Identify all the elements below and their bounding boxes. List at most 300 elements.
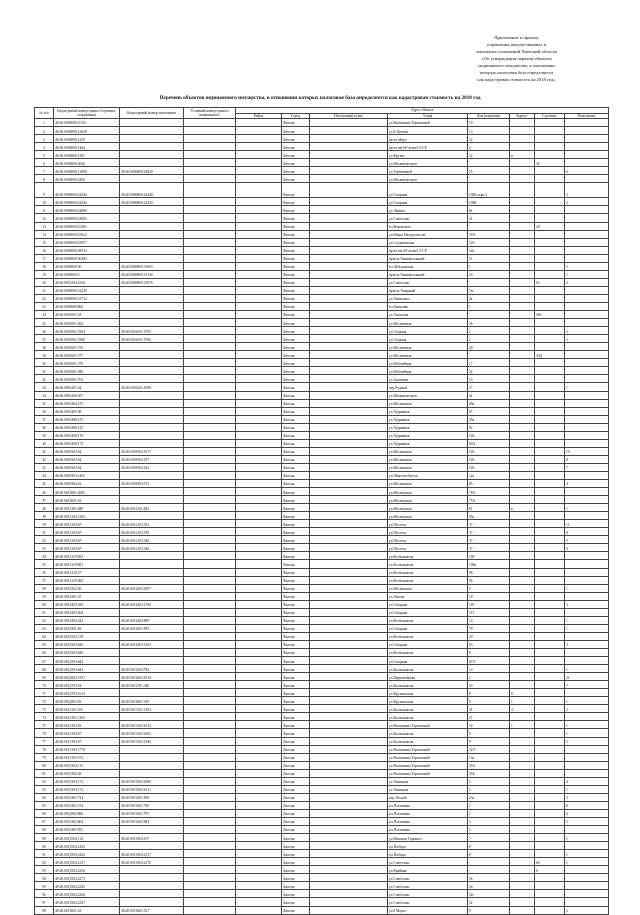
cell-city: Липецк (282, 375, 310, 383)
cell-locality (310, 560, 388, 568)
cell-conditional (184, 753, 236, 761)
cell-building (535, 447, 565, 455)
cell-num: 32 (35, 375, 54, 383)
cell-street: ул.Гагарина (388, 657, 468, 665)
cell-room: 1 (565, 721, 609, 729)
cell-premises-cn: 48:20:0013504:2176 (120, 858, 184, 866)
cell-house: 79 (468, 624, 510, 632)
cell-premises-cn: 48:20:0013504:2117 (120, 850, 184, 858)
appendix-line: как кадастровая стоимость на 2018 год» (477, 77, 556, 82)
cell-locality (310, 496, 388, 504)
cell-building (535, 238, 565, 246)
cell-premises-cn: 48:20:0013103:1380 (120, 737, 184, 745)
cell-num: 85 (35, 801, 54, 809)
cell-korpus (510, 399, 535, 407)
cell-district (236, 302, 282, 310)
cell-conditional (184, 681, 236, 689)
cell-locality (310, 729, 388, 737)
cell-num: 58 (35, 584, 54, 592)
cell-building (535, 302, 565, 310)
cell-building-cn: 48:20:0001001:262 (54, 319, 120, 327)
cell-num: 55 (35, 560, 54, 568)
table-row (35, 351, 609, 359)
cell-premises-cn: 48:20:0000000:24448 (120, 183, 184, 198)
cell-district (236, 705, 282, 713)
cell-district (236, 616, 282, 624)
cell-district (236, 608, 282, 616)
cell-num: 9 (35, 183, 54, 198)
cell-room: 1 (565, 785, 609, 793)
cell-premises-cn (120, 882, 184, 890)
cell-premises-cn: 48:20:0012701:346 (120, 681, 184, 689)
table-row (35, 544, 609, 552)
cell-num: 33 (35, 383, 54, 391)
cell-city: Липецк (282, 850, 310, 858)
cell-building-cn: 48:20:0012103:67 (54, 528, 120, 536)
cell-conditional (184, 858, 236, 866)
cell-building-cn: 48:20:0013401:152 (54, 801, 120, 809)
cell-conditional (184, 480, 236, 488)
cell-num: 3 (35, 135, 54, 143)
table-row (35, 447, 609, 455)
cell-korpus (510, 826, 535, 834)
cell-conditional (184, 351, 236, 359)
cell-building (535, 520, 565, 528)
cell-city: Липецк (282, 198, 310, 206)
cell-city: Липецк (282, 319, 310, 327)
cell-district (236, 640, 282, 648)
cell-building (535, 286, 565, 294)
cell-korpus (510, 681, 535, 689)
cell-district (236, 447, 282, 455)
cell-street: ул.Московская (388, 455, 468, 463)
cell-street: проезд Товарный (388, 286, 468, 294)
cell-building-cn: 48:20:0012119:881 (54, 560, 120, 568)
cell-building-cn: 48:20:0000000:25622 (54, 230, 120, 238)
cell-house: 97 (468, 407, 510, 415)
cell-house: 106в (468, 560, 510, 568)
cell-room (565, 254, 609, 262)
cell-num: 10 (35, 198, 54, 206)
cell-district (236, 777, 282, 785)
cell-city: Липецк (282, 238, 310, 246)
cell-district (236, 882, 282, 890)
cell-locality (310, 681, 388, 689)
cell-korpus (510, 632, 535, 640)
cell-building-cn: 48:20:0012403:356 (54, 600, 120, 608)
cell-korpus (510, 785, 535, 793)
cell-korpus: в (510, 151, 535, 159)
cell-building (535, 689, 565, 697)
cell-conditional (184, 135, 236, 143)
cell-room: 5 (565, 737, 609, 745)
cell-building-cn: 48:20:0000000:24446 (54, 198, 120, 206)
cell-room (565, 230, 609, 238)
cell-city: Липецк (282, 439, 310, 447)
cell-street: ул.Космонавтов (388, 665, 468, 673)
cell-korpus (510, 753, 535, 761)
cell-conditional (184, 254, 236, 262)
cell-district (236, 423, 282, 431)
cell-num: 86 (35, 809, 54, 817)
cell-building (535, 576, 565, 584)
cell-room: 2 (565, 640, 609, 648)
cell-korpus (510, 713, 535, 721)
cell-room: 8 (565, 801, 609, 809)
table-row (35, 343, 609, 351)
cell-building-cn: 48:20:0001206:657 (54, 391, 120, 399)
cell-korpus: 4 (510, 705, 535, 713)
cell-city: Липецк (282, 159, 310, 167)
cell-room (565, 135, 609, 143)
cell-building (535, 745, 565, 753)
cell-room: 1 (565, 270, 609, 278)
cell-building (535, 705, 565, 713)
cell-house: 1 (468, 801, 510, 809)
cell-district (236, 270, 282, 278)
cell-building-cn: 48:20:0000000:24446 (54, 183, 120, 198)
cell-building-cn: 48:20:0012801:81 (54, 697, 120, 705)
table-row (35, 262, 609, 270)
cell-conditional (184, 496, 236, 504)
cell-korpus (510, 665, 535, 673)
cell-street: ул.Шкатова/Зегеля (388, 471, 468, 479)
cell-room: 4 (565, 777, 609, 785)
cell-num: 79 (35, 753, 54, 761)
cell-street: ул.Космонавтов (388, 616, 468, 624)
cell-conditional (184, 520, 236, 528)
cell-building: 30Д (535, 351, 565, 359)
cell-room: 8 (565, 528, 609, 536)
cell-district (236, 222, 282, 230)
cell-building (535, 777, 565, 785)
cell-building (535, 480, 565, 488)
cell-building (535, 673, 565, 681)
cell-building-cn: 48:20:0012703:1615 (54, 689, 120, 697)
cell-city: Липецк (282, 640, 310, 648)
cell-premises-cn: 48:20:0000000:24450 (120, 198, 184, 206)
cell-building-cn: 48:20:0013103:63 (54, 721, 120, 729)
table-row (35, 270, 609, 278)
cell-city: Липецк (282, 471, 310, 479)
cell-premises-cn (120, 568, 184, 576)
table-row (35, 826, 609, 834)
cell-korpus (510, 906, 535, 914)
cell-city: Липецк (282, 143, 310, 151)
cell-building-cn: 48:20:0012102:1262 (54, 512, 120, 520)
cell-street: ул.Валентины Терешковой (388, 753, 468, 761)
cell-building (535, 608, 565, 616)
cell-locality (310, 383, 388, 391)
cell-premises-cn: 48:20:0012202:2097 (120, 584, 184, 592)
table-row (35, 319, 609, 327)
cell-premises-cn (120, 753, 184, 761)
cell-city: Липецк (282, 576, 310, 584)
cell-house: 49а (468, 399, 510, 407)
cell-district (236, 230, 282, 238)
cell-locality (310, 367, 388, 375)
cell-conditional (184, 608, 236, 616)
cell-locality (310, 135, 388, 143)
table-row (35, 222, 609, 230)
cell-city: Липецк (282, 327, 310, 335)
cell-street: ул.Московская (388, 447, 468, 455)
cell-building-cn: 48:20:0012403:364 (54, 608, 120, 616)
cell-house (468, 866, 510, 874)
cell-korpus (510, 254, 535, 262)
cell-building-cn: 48:20:0013303:172 (54, 777, 120, 785)
header-city: Город (282, 113, 310, 119)
cell-house: 52 (468, 367, 510, 375)
table-row (35, 817, 609, 825)
cell-num: 75 (35, 721, 54, 729)
cell-conditional (184, 842, 236, 850)
table-row (35, 866, 609, 874)
table-row (35, 431, 609, 439)
cell-conditional (184, 584, 236, 592)
cell-korpus (510, 640, 535, 648)
cell-premises-cn (120, 496, 184, 504)
cell-korpus (510, 175, 535, 183)
cell-building-cn: 48:20:0001201:34 (54, 383, 120, 391)
cell-locality (310, 311, 388, 319)
cell-house: 14 (468, 665, 510, 673)
cell-conditional (184, 649, 236, 657)
cell-locality (310, 882, 388, 890)
cell-korpus (510, 222, 535, 230)
table-row (35, 488, 609, 496)
cell-street: пл.Плеханова (388, 809, 468, 817)
cell-room (565, 431, 609, 439)
cell-city: Липецк (282, 890, 310, 898)
cell-building (535, 721, 565, 729)
appendix-line: земельных отношений Липецкой области (475, 49, 558, 54)
cell-room: 7 (565, 463, 609, 471)
cell-city: Липецк (282, 496, 310, 504)
cell-building (535, 624, 565, 632)
cell-street: ул.Валентины Терешковой (388, 769, 468, 777)
cell-conditional (184, 729, 236, 737)
cell-district (236, 159, 282, 167)
cell-house: 67/3 (468, 657, 510, 665)
cell-street: ул.Первомайская (388, 673, 468, 681)
cell-room (565, 552, 609, 560)
header-street: Улица (388, 113, 468, 119)
cell-building-cn: 48:20:0012502:219 (54, 632, 120, 640)
cell-city: Липецк (282, 649, 310, 657)
cell-district (236, 584, 282, 592)
cell-street: пр-кт им 60-летия СССР (388, 143, 468, 151)
cell-korpus (510, 592, 535, 600)
cell-city: Липецк (282, 167, 310, 175)
cell-korpus (510, 777, 535, 785)
cell-building-cn: 48:20:0013504:2346 (54, 890, 120, 898)
cell-house: 31 (468, 705, 510, 713)
cell-street: ул.Космонавтов (388, 632, 468, 640)
cell-conditional (184, 576, 236, 584)
cell-house: 90/2 (468, 439, 510, 447)
cell-building-cn: 48:20:0000000:24889 (54, 206, 120, 214)
cell-premises-cn: 48:20:0001001:5705 (120, 327, 184, 335)
table-row (35, 745, 609, 753)
cell-premises-cn: 48:20:0013601:327 (120, 906, 184, 914)
cell-street: пл.Воровского (388, 222, 468, 230)
cell-building (535, 512, 565, 520)
cell-premises-cn: 48:20:0013504:197 (120, 834, 184, 842)
cell-locality (310, 391, 388, 399)
cell-num: 81 (35, 769, 54, 777)
cell-num: 92 (35, 858, 54, 866)
cell-korpus (510, 343, 535, 351)
table-row (35, 600, 609, 608)
cell-street: ул.Московская (388, 504, 468, 512)
cell-premises-cn (120, 302, 184, 310)
cell-conditional (184, 528, 236, 536)
cell-house: 126 (468, 238, 510, 246)
cell-premises-cn: 48:20:0000000:23829 (120, 167, 184, 175)
cell-district (236, 343, 282, 351)
cell-korpus (510, 528, 535, 536)
cell-premises-cn (120, 471, 184, 479)
cell-conditional (184, 600, 236, 608)
cell-conditional (184, 504, 236, 512)
cell-conditional (184, 431, 236, 439)
table-row (35, 584, 609, 592)
cell-district (236, 351, 282, 359)
cell-conditional (184, 214, 236, 222)
cell-building-cn: 48:20:0012404:344 (54, 616, 120, 624)
cell-locality (310, 624, 388, 632)
cell-district (236, 801, 282, 809)
cell-city: Липецк (282, 278, 310, 286)
cell-building-cn: 48:20:0013504:3162 (54, 850, 120, 858)
cell-building-cn: 48:20:0000000:32734 (54, 294, 120, 302)
cell-building-cn: 48:20:0001408:173 (54, 439, 120, 447)
cell-conditional (184, 906, 236, 914)
cell-locality (310, 801, 388, 809)
cell-korpus (510, 383, 535, 391)
cell-conditional (184, 793, 236, 801)
header-premises-cn: Кадастровый номер помещения (120, 108, 184, 119)
cell-premises-cn: 48:20:0000000:31065 (120, 262, 184, 270)
cell-district (236, 415, 282, 423)
cell-building-cn: 48:20:0001001:577 (54, 351, 120, 359)
cell-street: ул.Пестеля (388, 544, 468, 552)
cell-locality (310, 214, 388, 222)
cell-city: Липецк (282, 504, 310, 512)
cell-building-cn: 48:20:0012802:866 (54, 809, 120, 817)
table-row (35, 455, 609, 463)
cell-building-cn: 48:20:0013101:1305 (54, 713, 120, 721)
cell-house: 9 (468, 906, 510, 914)
table-row (35, 834, 609, 842)
cell-locality (310, 793, 388, 801)
cell-building (535, 423, 565, 431)
cell-street: ул.Советская (388, 898, 468, 906)
cell-district (236, 536, 282, 544)
cell-korpus (510, 817, 535, 825)
cell-district (236, 520, 282, 528)
cell-street: ул.Космонавтов (388, 560, 468, 568)
table-row (35, 640, 609, 648)
cell-num: 80 (35, 761, 54, 769)
table-row (35, 119, 609, 127)
cell-building: 2А (535, 222, 565, 230)
cell-house: 5 (468, 826, 510, 834)
cell-conditional (184, 383, 236, 391)
cell-street: ул.Крайняя (388, 866, 468, 874)
cell-street: ул.Советская (388, 890, 468, 898)
cell-street: ул.Валентины Терешковой (388, 761, 468, 769)
cell-city: Липецк (282, 681, 310, 689)
cell-num: 7 (35, 167, 54, 175)
cell-street: ул.Студеновская (388, 238, 468, 246)
cell-korpus (510, 471, 535, 479)
cell-house: 7 (468, 834, 510, 842)
cell-conditional (184, 697, 236, 705)
cell-house (468, 175, 510, 183)
cell-city: Липецк (282, 512, 310, 520)
cell-district (236, 463, 282, 471)
objects-table (34, 107, 609, 915)
cell-room: 2 (565, 906, 609, 914)
header-room: Помещение (565, 113, 609, 119)
cell-num: 67 (35, 657, 54, 665)
cell-locality (310, 238, 388, 246)
cell-building (535, 327, 565, 335)
cell-room (565, 311, 609, 319)
cell-house: 32/3 (468, 745, 510, 753)
table-row (35, 793, 609, 801)
cell-house: 37 (468, 536, 510, 544)
cell-conditional (184, 882, 236, 890)
cell-building (535, 246, 565, 254)
cell-house: 13а (468, 753, 510, 761)
cell-city: Липецк (282, 286, 310, 294)
cell-building-cn: 48:20:0001001:765 (54, 375, 120, 383)
cell-num: 63 (35, 624, 54, 632)
cell-room: 1 (565, 504, 609, 512)
cell-korpus (510, 649, 535, 657)
cell-premises-cn (120, 230, 184, 238)
cell-locality (310, 689, 388, 697)
cell-district (236, 175, 282, 183)
cell-premises-cn (120, 143, 184, 151)
cell-city: Липецк (282, 624, 310, 632)
cell-building (535, 649, 565, 657)
cell-num: 82 (35, 777, 54, 785)
cell-building (535, 319, 565, 327)
cell-city: Липецк (282, 705, 310, 713)
cell-room (565, 319, 609, 327)
cell-conditional (184, 407, 236, 415)
cell-district (236, 167, 282, 175)
cell-city: Липецк (282, 367, 310, 375)
cell-korpus (510, 600, 535, 608)
cell-conditional (184, 640, 236, 648)
table-row (35, 311, 609, 319)
cell-korpus (510, 480, 535, 488)
cell-district (236, 560, 282, 568)
cell-conditional (184, 415, 236, 423)
cell-building (535, 375, 565, 383)
cell-num: 56 (35, 568, 54, 576)
cell-num: 98 (35, 906, 54, 914)
cell-conditional (184, 471, 236, 479)
cell-room: 1 (565, 850, 609, 858)
cell-room (565, 343, 609, 351)
cell-district (236, 359, 282, 367)
